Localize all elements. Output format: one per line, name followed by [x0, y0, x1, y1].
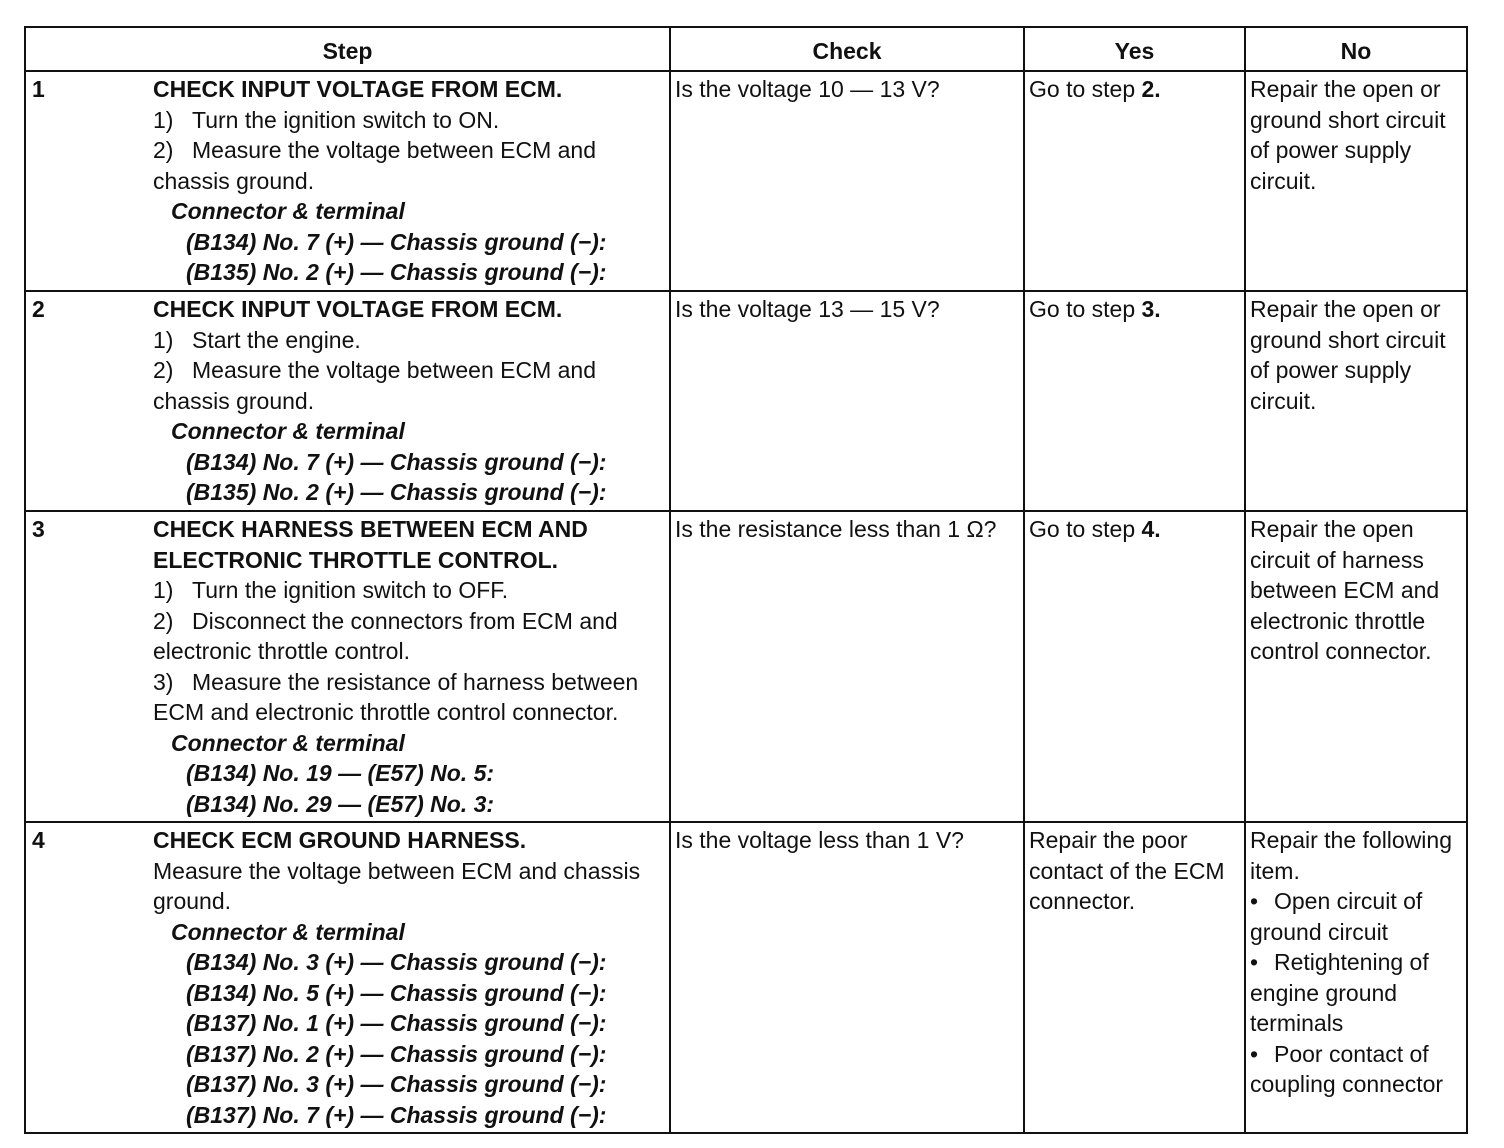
- no-cell: Repair the open or ground short circuit of power supply circuit.: [1245, 71, 1467, 291]
- instruction: 1) Start the engine.: [153, 326, 361, 353]
- instruction: 2) Measure the voltage between ECM and chassis ground.: [153, 137, 597, 194]
- connector-line: (B134) No. 7 (+) — Chassis ground (−):: [186, 228, 607, 255]
- instruction: 2) Disconnect the connectors from ECM and electronic throttle control.: [153, 607, 618, 664]
- connector-line: (B134) No. 3 (+) — Chassis ground (−):: [186, 949, 607, 975]
- connector-line: (B134) No. 7 (+) — Chassis ground (−):: [186, 448, 607, 475]
- connector-line: (B134) No. 19 — (E57) No. 5:: [186, 760, 495, 786]
- header-no: No: [1245, 27, 1467, 71]
- step-title: CHECK INPUT VOLTAGE FROM ECM.: [153, 296, 563, 322]
- no-intro: Repair the following item.: [1250, 827, 1453, 884]
- step-cell: [25, 822, 670, 1133]
- no-cell: [1245, 822, 1467, 1133]
- check-cell: Is the voltage 13 — 15 V?: [670, 291, 1024, 511]
- connector-line: (B137) No. 1 (+) — Chassis ground (−):: [186, 1010, 607, 1036]
- connector-line: (B134) No. 29 — (E57) No. 3:: [186, 790, 495, 817]
- connector-heading: Connector & terminal: [171, 729, 405, 756]
- step-cell: [25, 511, 670, 822]
- step-number: 2: [32, 296, 45, 322]
- bullet-icon: •: [1250, 949, 1259, 975]
- bullet-icon: •: [1250, 1040, 1259, 1067]
- check-cell: Is the resistance less than 1 Ω?: [670, 511, 1024, 822]
- list-item: • Open circuit of ground circuit: [1250, 888, 1423, 945]
- instruction: 1) Turn the ignition switch to ON.: [153, 106, 500, 133]
- instruction: 2) Measure the voltage between ECM and chassis ground.: [153, 357, 597, 414]
- header-yes: Yes: [1024, 27, 1245, 71]
- diagnostic-table: [24, 26, 1468, 1134]
- step-cell: [25, 291, 670, 511]
- connector-heading: Connector & terminal: [171, 418, 405, 444]
- connector-heading: Connector & terminal: [171, 918, 405, 945]
- instruction: 3) Measure the resistance of harness between ECM and electronic throttle control connector.: [153, 668, 639, 725]
- table-row: [25, 291, 1467, 511]
- table-row: [25, 822, 1467, 1133]
- instruction: Measure the voltage between ECM and chassis ground.: [153, 857, 641, 914]
- check-cell: Is the voltage 10 — 13 V?: [670, 71, 1024, 291]
- header-row: [25, 27, 1467, 71]
- step-title: CHECK HARNESS BETWEEN ECM AND ELECTRONIC THROTTLE CONTROL.: [153, 516, 588, 573]
- list-item: • Retightening of engine ground terminals: [1250, 949, 1429, 1036]
- step-cell: [25, 71, 670, 291]
- no-item-list: [1250, 886, 1462, 1100]
- connector-line: (B134) No. 5 (+) — Chassis ground (−):: [186, 979, 607, 1006]
- yes-cell: Go to step 2.: [1024, 71, 1245, 291]
- step-number: 1: [32, 76, 45, 102]
- yes-cell: Go to step 3.: [1024, 291, 1245, 511]
- step-number: 4: [32, 827, 45, 853]
- yes-cell: Repair the poor contact of the ECM connector.: [1024, 822, 1245, 1133]
- list-item: • Poor contact of coupling connector: [1250, 1040, 1444, 1097]
- header-step: Step: [25, 27, 670, 71]
- connector-line: (B137) No. 2 (+) — Chassis ground (−):: [186, 1040, 607, 1067]
- bullet-icon: •: [1250, 888, 1259, 914]
- step-number: 3: [32, 516, 45, 542]
- table-row: [25, 511, 1467, 822]
- step-title: CHECK ECM GROUND HARNESS.: [153, 827, 527, 853]
- instruction: 1) Turn the ignition switch to OFF.: [153, 577, 509, 603]
- table-row: [25, 71, 1467, 291]
- connector-line: (B135) No. 2 (+) — Chassis ground (−):: [186, 259, 607, 285]
- connector-heading: Connector & terminal: [171, 198, 405, 224]
- check-cell: Is the voltage less than 1 V?: [670, 822, 1024, 1133]
- yes-cell: Go to step 4.: [1024, 511, 1245, 822]
- header-check: Check: [670, 27, 1024, 71]
- no-cell: Repair the open circuit of harness between ECM and electronic throttle control connector.: [1245, 511, 1467, 822]
- step-title: CHECK INPUT VOLTAGE FROM ECM.: [153, 76, 563, 102]
- no-cell: Repair the open or ground short circuit of power supply circuit.: [1245, 291, 1467, 511]
- connector-line: (B137) No. 7 (+) — Chassis ground (−):: [186, 1101, 607, 1128]
- connector-line: (B137) No. 3 (+) — Chassis ground (−):: [186, 1071, 607, 1097]
- connector-line: (B135) No. 2 (+) — Chassis ground (−):: [186, 479, 607, 505]
